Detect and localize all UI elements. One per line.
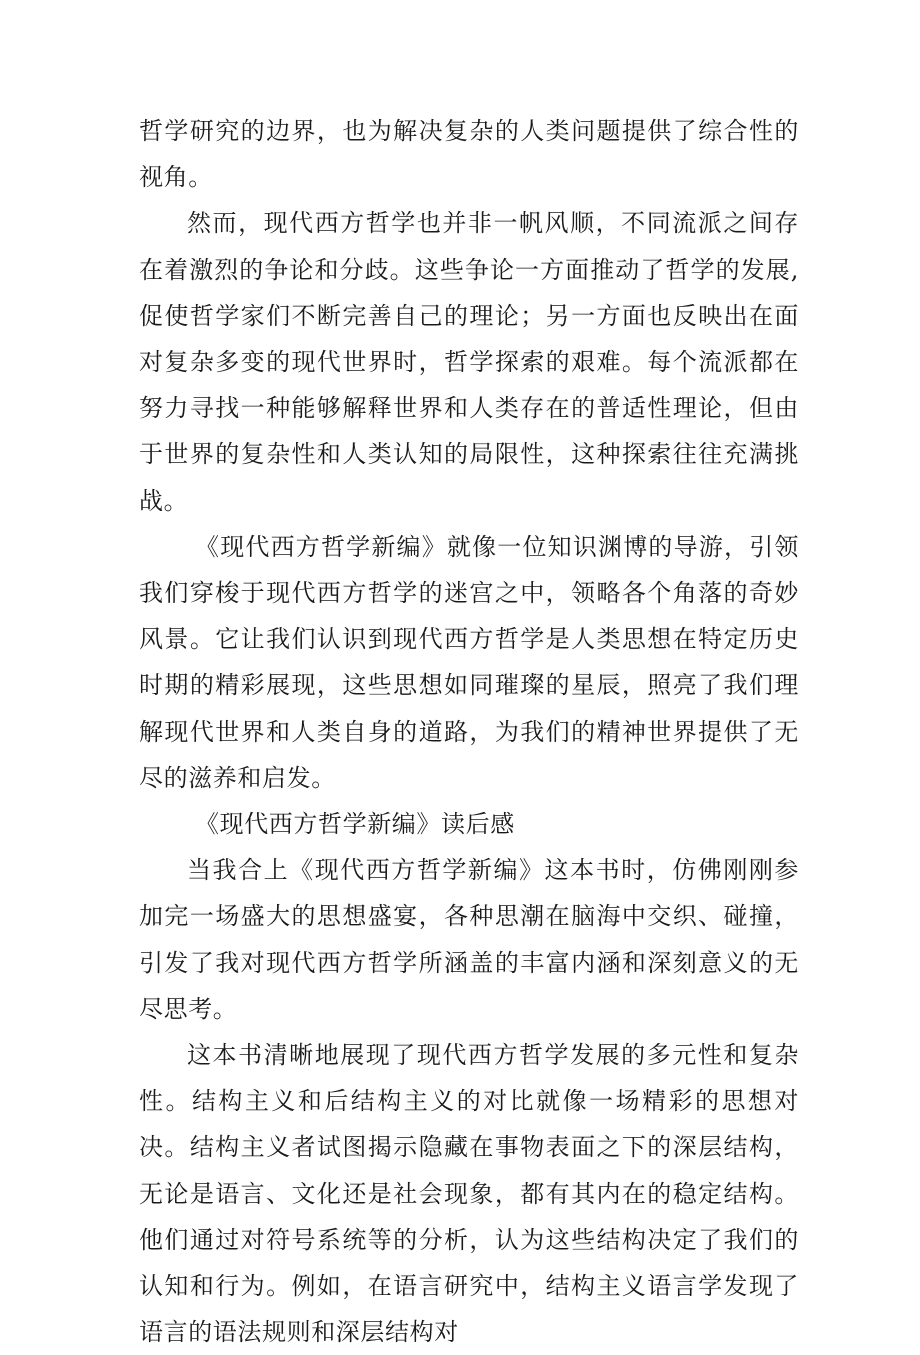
paragraph-disputes: 然而，现代西方哲学也并非一帆风顺，不同流派之间存在着激烈的争论和分歧。这些争论一方面推动了哲学的发展,促使哲学家们不断完善自己的理论；另一方面也反映出在面对复杂多变的现代世界时，哲学探索的艰难。每个流派都在努力寻找一种能够解释世界和人类存在的普适性理论，但由于世界的复杂性和人类认知的局限性，这种探索往往充满挑战。 — [139, 209, 799, 515]
paragraph-continuation: 哲学研究的边界，也为解决复杂的人类问题提供了综合性的视角。 — [139, 117, 799, 192]
paragraph-guide: 《现代西方哲学新编》就像一位知识渊博的导游，引领我们穿梭于现代西方哲学的迷宫之中，领略各个角落的奇妙风景。它让我们认识到现代西方哲学是人类思想在特定历史时期的精彩展现，这些思想如同璀璨的星辰，照亮了我们理解现代世界和人类自身的道路，为我们的精神世界提供了无尽的滋养和启发。 — [139, 532, 799, 792]
paragraph-closing-book: 当我合上《现代西方哲学新编》这本书时，仿佛刚刚参加完一场盛大的思想盛宴，各种思潮在脑海中交织、碰撞，引发了我对现代西方哲学所涵盖的丰富内涵和深刻意义的无尽思考。 — [139, 856, 799, 1023]
paragraph-structuralism: 这本书清晰地展现了现代西方哲学发展的多元性和复杂性。结构主义和后结构主义的对比就像一场精彩的思想对决。结构主义者试图揭示隐藏在事物表面之下的深层结构，无论是语言、文化还是社会现象，都有其内在的稳定结构。他们通过对符号系统等的分析，认为这些结构决定了我们的认知和行为。例如，在语言研究中，结构主义语言学发现了语言的语法规则和深层结构对 — [139, 1041, 799, 1347]
document-body — [139, 108, 799, 1355]
section-heading: 《现代西方哲学新编》读后感 — [195, 810, 515, 839]
